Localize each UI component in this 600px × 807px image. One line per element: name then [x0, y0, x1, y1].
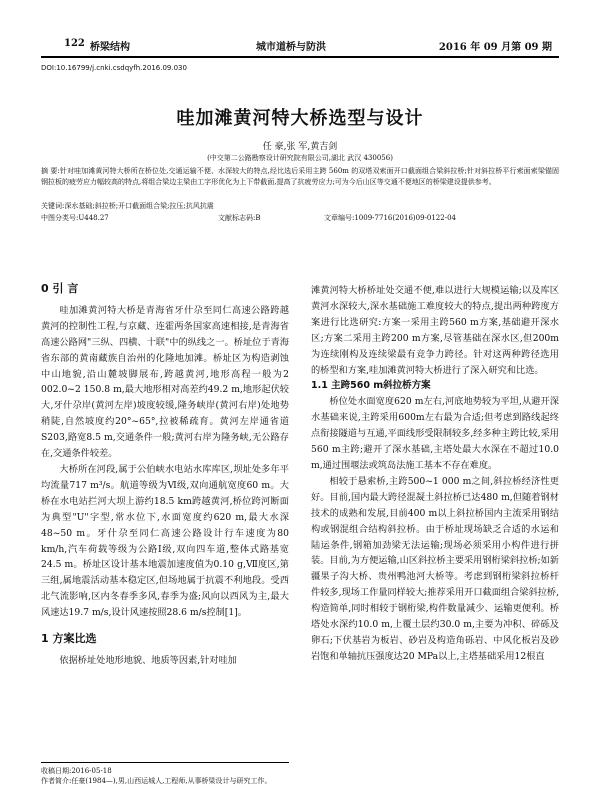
author-bio: 作者简介:任豪(1984—),男,山西运城人,工程师,从事桥梁设计与研究工作。 — [41, 777, 272, 785]
page-number: 122 — [64, 38, 85, 49]
document-code: 文献标志码:B — [218, 214, 261, 222]
section-heading-intro: 0 引 言 — [41, 282, 79, 295]
paragraph: 相较于悬索桥,主跨500~1 000 m之间,斜拉桥经济性更好。目前,国内最大跨径混凝土斜拉桥已达480 m,但随着钢材技术的成熟和发展,目前400 m以上斜拉桥国内主流采用钢结构或钢混组合结构斜拉桥。由于桥址现场缺乏合适的水运和陆运条件,钢箱加劲梁无法运输;现场必须采用小构件进行拼装。目前,为方便运输,山区斜拉桥主要采用钢桁梁斜拉桥;如新疆果子沟大桥、贵州鸭池河大桥等。考虑到钢桁梁斜拉桥杆件较多,现场工作量同样较大;推荐采用开口截面组合梁斜拉桥,构造简单,同时相较于钢桁梁,构件数量减少、运输更便利。桥塔处水深约10.0 m,上覆土层约30.0 m,主要为冲积、碎砾及卵石;下伏基岩为板岩、砂岩及构造角砾岩、中风化板岩及砂岩饱和单轴抗压强度达20 MPa以上,主塔基础采用12根直 — [311, 475, 559, 662]
article-title: 哇加滩黄河特大桥选型与设计 — [176, 108, 424, 129]
section-label: 桥梁结构 — [90, 42, 130, 53]
authors: 任 豪,张 军,黄吉剑 — [262, 142, 338, 152]
footnote — [41, 762, 289, 786]
paragraph: 桥位处水面宽度620 m左右,河底地势较为平坦,从避开深水基础来说,主跨采用600m左右最为合适;但考虑到路线起终点衔接隧道与互通,平面线形受限制较多,经多种主跨比较,采用560 m主跨;避开了深水基础,主塔处最大水深在不超过10.0 m,通过围堰法或筑岛法施工基本不存在难度。 — [311, 396, 559, 471]
abstract: 摘 要:针对哇加滩黄河特大桥所在桥位处,交通运输不便、水深较大的特点,经比选后采用主跨 560m 的双塔双索面开口截面组合梁斜拉桥;针对斜拉桥平行索面索梁锚固钢拉板的疲劳应力幅较高的特点,将组合梁边主梁由工字形优化为上下带截面,提高了抗疲劳应力;可为今后山区等交通不便地区的桥梁建设提供参考。 — [41, 167, 559, 186]
affiliation: (中交第二公路勘察设计研究院有限公司,湖北 武汉 430056) — [207, 154, 393, 162]
clc-number: 中图分类号:U448.27 — [41, 214, 109, 222]
paragraph: 哇加滩黄河特大桥是青海省牙什尕至同仁高速公路跨越黄河的控制性工程,与京藏、连霍两条国家高速相接,是青海省高速公路网"三纵、四横、十联"中的纵线之一。桥址位于青海省东部的黄南藏族自治州的化隆地加滩。桥址区为构造剥蚀中山地貌,沿山麓坡脚展布,跨越黄河,地形高程一般为2 002.0~2 150.8 m,最大地形相对高差约49.2 m,地形起伏较大,牙什尕岸(黄河左岸)坡度较缓,隆务峡岸(黄河右岸)处地势稍陡,自然坡度约20°~65°,拉被稀疏育。黄河左岸通省道S203,路宽8.5 m,交通条件一般;黄河右岸为隆务峡,无公路存在,交通条件较差。 — [41, 304, 289, 460]
paragraph: 大桥所在河段,属于公伯峡水电站水库库区,坝址处多年平均流量717 m³/s。航道等级为Ⅵ级,双向通航宽度60 m。大桥在水电站拦河大坝上游约18.5 km跨越黄河,桥位跨河断面为典型"U"字型,常水位下,水面宽度约620 m,最大水深48~50 m。牙什尕至同仁高速公路设计行车速度为80 km/h,汽车荷载等级为公路Ⅰ级,双向四车道,整体式路基宽24.5 m。桥址区设计基本地震加速度值为0.10 g,Ⅶ度区,第三组,属地震活动基本稳定区,但场地属于抗震不利地段。受西北气流影响,区内冬春季多风,春季为盛;风向以西风为主,最大风速达19.7 m/s,设计风速按照28.6 m/s控制[1]。 — [41, 463, 289, 619]
journal-name: 城市道桥与防洪 — [256, 42, 326, 53]
received-date: 收稿日期:2016-05-18 — [41, 767, 112, 775]
left-column — [41, 281, 289, 669]
right-column — [311, 283, 559, 665]
section-heading-scheme: 1 方案比选 — [41, 632, 97, 646]
paragraph: 滩黄河特大桥桥址处交通不便,难以进行大规模运输;以及库区黄河水深较大,深水基础施工难度较大的特点,提出两种跨度方案进行比选研究:方案一采用主跨560 m方案,基础避开深水区;方案二采用主跨200 m方案,尽管基础在深水区,但200m为连续刚构及连续梁最有竞争力跨径。针对这两种跨径选用的桥型和方案,哇加滩黄河特大桥进行了深入研究和比选。 — [311, 285, 559, 376]
doi: DOI:10.16799/j.cnki.csdqyfh.2016.09.030 — [41, 64, 187, 72]
keywords: 关键词:深水基础;斜拉桥;开口截面组合梁;拉压;抗风抗震 — [41, 202, 214, 210]
paragraph: 依据桥址处地形地貌、地质等因素,针对哇加 — [59, 654, 237, 666]
article-number: 文章编号:1009-7716(2016)09-0122-04 — [324, 214, 456, 222]
issue-label: 2016 年 09 月第 09 期 — [438, 42, 552, 53]
subsection-heading: 1.1 主跨560 m斜拉桥方案 — [311, 380, 431, 392]
header-rule — [41, 56, 559, 58]
